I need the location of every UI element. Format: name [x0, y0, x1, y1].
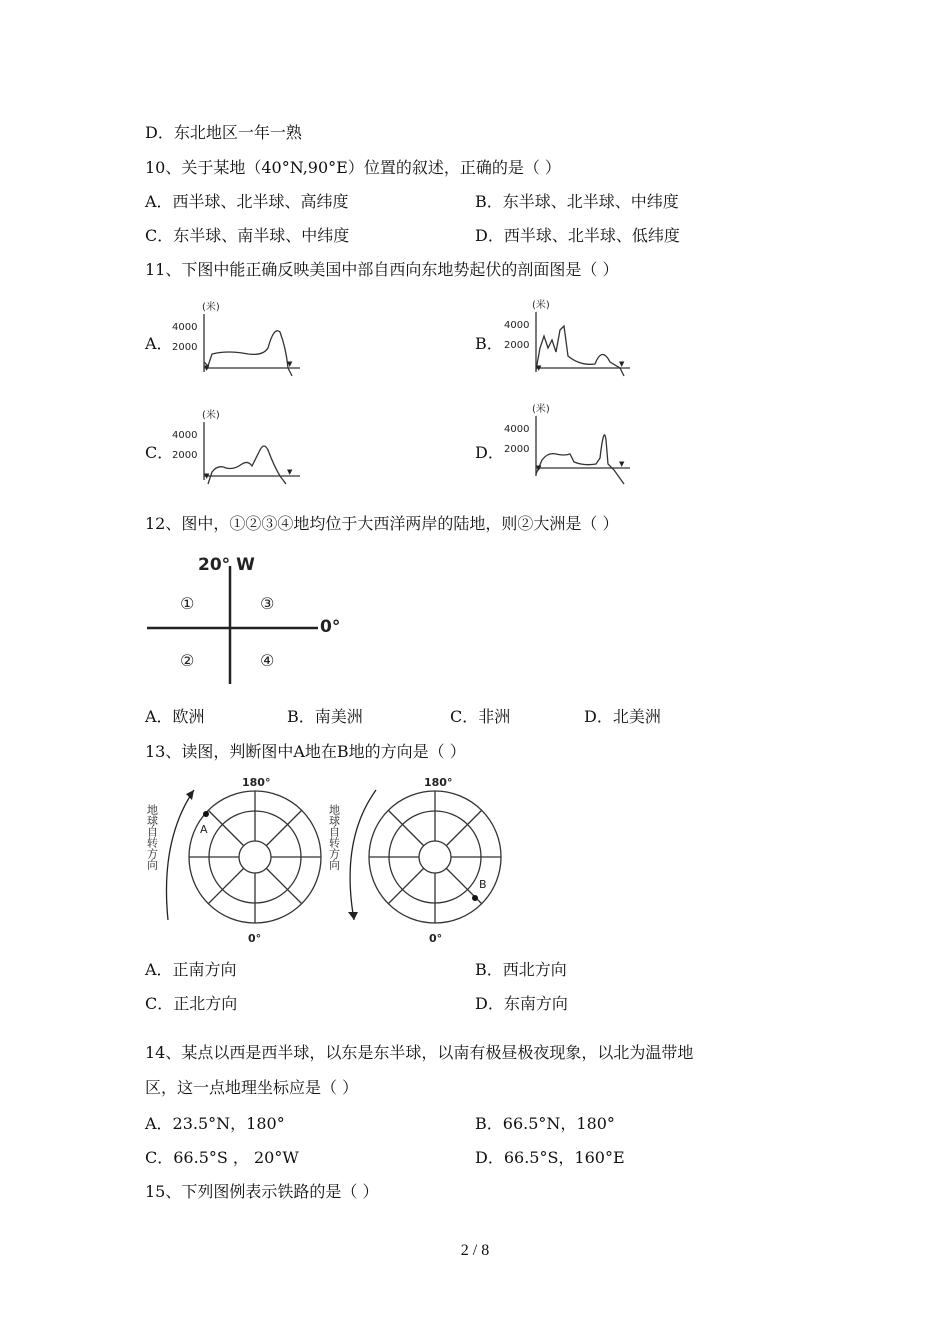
q14-stem-line2: 区，这一点地理坐标应是（ ）: [145, 1078, 359, 1097]
q11-option-b: B．: [475, 334, 503, 353]
profile-tick-4000: 4000: [172, 430, 198, 441]
profile-unit-label: (米): [202, 410, 220, 421]
svg-text:▼: ▼: [536, 364, 542, 372]
svg-text:▼: ▼: [204, 472, 210, 480]
point-a-marker: [203, 811, 209, 817]
profile-curve: [208, 446, 286, 484]
rotation-direction-label-left: 地球自转方向: [145, 804, 159, 870]
rotation-arrow-left: [166, 790, 194, 920]
q13-option-a: A．正南方向: [145, 960, 237, 979]
profile-tick-4000: 4000: [504, 424, 530, 435]
polar-top-label-right: 180°: [424, 776, 453, 789]
profile-tick-2000: 2000: [172, 450, 198, 461]
q14-option-b: B．66.5°N，180°: [475, 1114, 615, 1133]
q14-stem-line1: 14、某点以西是西半球，以东是东半球，以南有极昼极夜现象，以北为温带地: [145, 1043, 694, 1062]
profile-tick-2000: 2000: [504, 444, 530, 455]
q12-stem: 12、图中，①②③④地均位于大西洋两岸的陆地，则②大洲是（ ）: [145, 514, 619, 533]
q15-stem: 15、下列图例表示铁路的是（ ）: [145, 1182, 379, 1201]
svg-text:▼: ▼: [619, 360, 625, 368]
region-4-label: ④: [260, 651, 275, 670]
q14-option-d: D．66.5°S，160°E: [475, 1148, 625, 1167]
q11-profile-d: [500, 400, 640, 488]
q12-option-d: D．北美洲: [584, 707, 661, 726]
q14-option-a: A．23.5°N，180°: [145, 1114, 285, 1133]
q11-profile-a: [168, 296, 308, 380]
region-1-label: ①: [180, 594, 195, 613]
q10-option-c: C．东半球、南半球、中纬度: [145, 226, 350, 245]
region-2-label: ②: [180, 651, 195, 670]
svg-text:▼: ▼: [536, 464, 542, 472]
q12-option-b: B．南美洲: [287, 707, 363, 726]
q13-option-b: B．西北方向: [475, 960, 567, 979]
profile-tick-4000: 4000: [172, 322, 198, 333]
page-number: 2 / 8: [460, 1242, 490, 1259]
q12-quadrant-figure: [140, 550, 360, 690]
point-a-label: A: [200, 823, 208, 836]
profile-curve: [536, 435, 624, 484]
equator-label: 0°: [320, 617, 341, 637]
q14-option-c: C．66.5°S ， 20°W: [145, 1148, 299, 1167]
q11-option-a: A．: [145, 334, 173, 353]
rotation-direction-label-right: 地球自转方向: [327, 804, 341, 870]
svg-text:▼: ▼: [287, 468, 293, 476]
q13-polar-figure: [140, 770, 520, 950]
profile-tick-4000: 4000: [504, 320, 530, 331]
q10-option-d: D．西半球、北半球、低纬度: [475, 226, 680, 245]
q11-profile-b: [500, 296, 640, 380]
profile-curve: [204, 331, 292, 376]
profile-unit-label: (米): [202, 302, 220, 313]
profile-tick-2000: 2000: [504, 340, 530, 351]
q9-option-d: D．东北地区一年一熟: [145, 123, 302, 142]
svg-text:▼: ▼: [619, 460, 625, 468]
profile-unit-label: (米): [532, 300, 550, 311]
rotation-arrow-right: [350, 790, 376, 920]
polar-bottom-label-left: 0°: [248, 932, 262, 945]
profile-tick-2000: 2000: [172, 342, 198, 353]
profile-unit-label: (米): [532, 404, 550, 415]
point-b-label: B: [479, 878, 487, 891]
point-b-marker: [472, 895, 478, 901]
q13-stem: 13、读图，判断图中A地在B地的方向是（ ）: [145, 742, 466, 761]
svg-text:▼: ▼: [287, 360, 293, 368]
q10-option-b: B．东半球、北半球、中纬度: [475, 192, 679, 211]
q10-stem: 10、关于某地（40°N,90°E）位置的叙述，正确的是（ ）: [145, 158, 561, 177]
q13-option-d: D．东南方向: [475, 994, 568, 1013]
q11-stem: 11、下图中能正确反映美国中部自西向东地势起伏的剖面图是（ ）: [145, 260, 619, 279]
q11-option-d: D．: [475, 443, 504, 462]
q12-option-a: A．欧洲: [145, 707, 205, 726]
polar-top-label-left: 180°: [242, 776, 271, 789]
q11-profile-c: [168, 404, 308, 488]
q13-option-c: C．正北方向: [145, 994, 238, 1013]
polar-bottom-label-right: 0°: [429, 932, 443, 945]
q10-option-a: A．西半球、北半球、高纬度: [145, 192, 349, 211]
region-3-label: ③: [260, 594, 275, 613]
q11-option-c: C．: [145, 443, 174, 462]
svg-text:▼: ▼: [204, 364, 210, 372]
q12-option-c: C．非洲: [450, 707, 511, 726]
meridian-label: 20° W: [198, 555, 255, 575]
